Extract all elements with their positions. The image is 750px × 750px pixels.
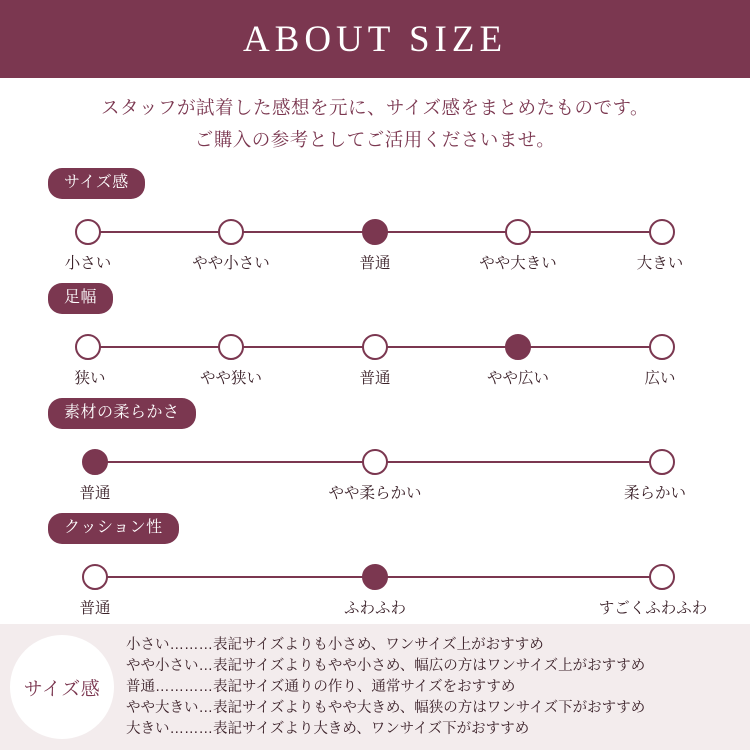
scale-label: やや大きい (479, 255, 557, 272)
scale-dot[interactable] (649, 219, 675, 245)
scale-dot[interactable] (82, 564, 108, 590)
scale-label: やや広い (486, 370, 550, 387)
scale-label: 広い (644, 370, 676, 387)
scale-dot[interactable] (218, 334, 244, 360)
footer-note-item: やや大きい…表記サイズよりもやや大きめ、幅狭の方はワンサイズ下がおすすめ (126, 699, 646, 716)
scale-dot-selected[interactable] (505, 334, 531, 360)
footer-circle-label: サイズ感 (23, 678, 101, 700)
scale-list (0, 168, 750, 628)
scale-labels (0, 251, 750, 275)
scale-label: すごくふわふわ (598, 600, 708, 617)
scale-dot[interactable] (362, 449, 388, 475)
footer-note-item: 普通…………表記サイズ通りの作り、通常サイズをおすすめ (126, 678, 516, 695)
scale-dot[interactable] (649, 334, 675, 360)
scale-dot[interactable] (505, 219, 531, 245)
scale-label: 小さい (64, 255, 112, 272)
scale-label: 普通 (359, 370, 391, 387)
page-title: ABOUT SIZE (242, 18, 508, 60)
scale-track-wrap (0, 330, 750, 364)
scale-track-wrap (0, 560, 750, 594)
footer-note-list (126, 635, 645, 740)
scale-block-softness (0, 398, 750, 513)
scale-dot[interactable] (75, 219, 101, 245)
scale-dot[interactable] (75, 334, 101, 360)
scale-label: 普通 (359, 255, 391, 272)
footer-note-panel (0, 624, 750, 750)
footer-note-item: 大きい………表記サイズより大きめ、ワンサイズ下がおすすめ (126, 720, 530, 737)
lead-text (0, 78, 750, 156)
scale-dot[interactable] (362, 334, 388, 360)
scale-label: 普通 (79, 600, 111, 617)
scale-track-wrap (0, 445, 750, 479)
scale-badge: クッション性 (48, 513, 179, 544)
scale-label: やや柔らかい (328, 485, 422, 502)
scale-dot-selected[interactable] (362, 219, 388, 245)
scale-dot[interactable] (218, 219, 244, 245)
lead-line-2: ご購入の参考としてご活用くださいませ。 (194, 129, 556, 150)
scale-track-wrap (0, 215, 750, 249)
scale-dot[interactable] (649, 564, 675, 590)
scale-label: 狭い (74, 370, 106, 387)
scale-dot[interactable] (649, 449, 675, 475)
scale-block-size (0, 168, 750, 283)
scale-badge: サイズ感 (48, 168, 145, 199)
footer-circle-badge (10, 635, 114, 739)
scale-badge: 素材の柔らかさ (48, 398, 196, 429)
scale-badge: 足幅 (48, 283, 113, 314)
scale-label: 大きい (636, 255, 684, 272)
scale-label: 普通 (79, 485, 111, 502)
scale-labels (0, 366, 750, 390)
scale-dot-selected[interactable] (82, 449, 108, 475)
scale-label: 柔らかい (623, 485, 687, 502)
scale-dot-selected[interactable] (362, 564, 388, 590)
scale-block-cushion (0, 513, 750, 628)
footer-note-item: 小さい………表記サイズよりも小さめ、ワンサイズ上がおすすめ (126, 636, 544, 653)
lead-line-1: スタッフが試着した感想を元に、サイズ感をまとめたものです。 (100, 97, 650, 118)
scale-labels (0, 596, 750, 620)
scale-labels (0, 481, 750, 505)
scale-label: ふわふわ (343, 600, 407, 617)
scale-block-width (0, 283, 750, 398)
scale-label: やや小さい (192, 255, 270, 272)
scale-label: やや狭い (199, 370, 263, 387)
footer-note-item: やや小さい…表記サイズよりもやや小さめ、幅広の方はワンサイズ上がおすすめ (126, 657, 646, 674)
page-header (0, 0, 750, 78)
